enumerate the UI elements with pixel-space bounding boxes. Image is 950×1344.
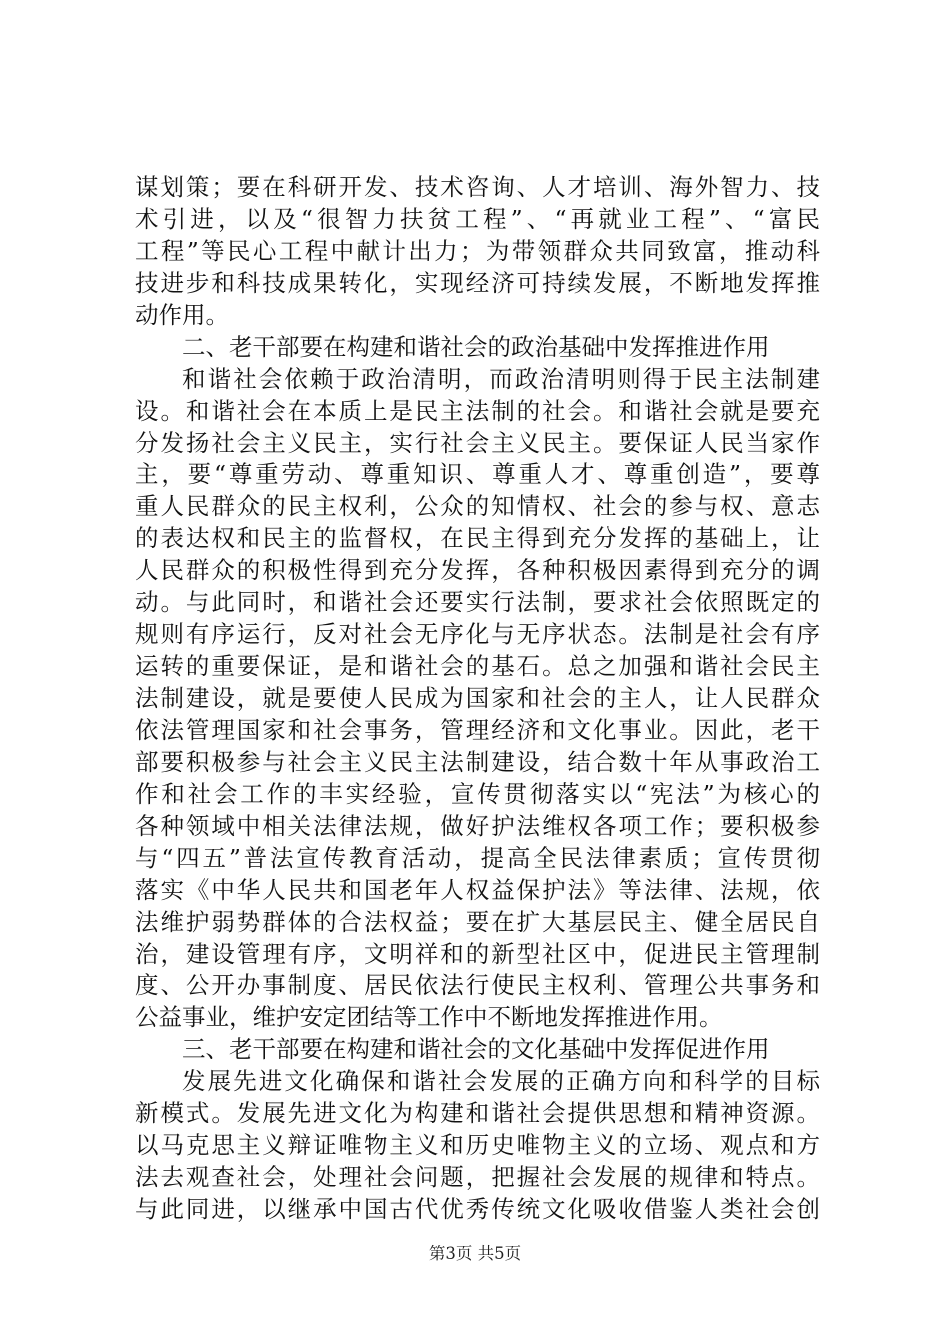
- text-line: 人民群众的积极性得到充分发挥，各种积极因素得到充分的调: [135, 556, 820, 585]
- text-line: 规则有序运行，反对社会无序化与无序状态。法制是社会有序: [135, 620, 820, 649]
- text-line: 以马克思主义辩证唯物主义和历史唯物主义的立场、观点和方: [135, 1131, 820, 1160]
- text-line: 二、老干部要在构建和谐社会的政治基础中发挥推进作用: [182, 332, 770, 361]
- text-line: 各种领域中相关法律法规，做好护法维权各项工作；要积极参: [135, 811, 820, 840]
- text-line: 术引进，以及“很智力扶贫工程”、“再就业工程”、“富民: [135, 204, 820, 233]
- text-line: 法维护弱势群体的合法权益；要在扩大基层民主、健全居民自: [135, 907, 820, 936]
- text-line: 谋划策；要在科研开发、技术咨询、人才培训、海外智力、技: [135, 173, 820, 201]
- text-line: 的表达权和民主的监督权，在民主得到充分发挥的基础上，让: [135, 524, 820, 553]
- page-footer: 第3页 共5页: [428, 1244, 522, 1263]
- text-line: 法去观查社会，处理社会问题，把握社会发展的规律和特点。: [135, 1163, 820, 1192]
- text-line: 作和社会工作的丰实经验，宣传贯彻落实以“宪法”为核心的: [135, 779, 820, 808]
- text-line: 公益事业，维护安定团结等工作中不断地发挥推进作用。: [135, 1003, 723, 1032]
- text-line: 工程”等民心工程中献计出力；为带领群众共同致富，推动科: [135, 236, 820, 265]
- body-text: [135, 172, 820, 1226]
- text-line: 重人民群众的民主权利，公众的知情权、社会的参与权、意志: [135, 492, 820, 521]
- text-line: 落实《中华人民共和国老年人权益保护法》等法律、法规，依: [135, 875, 820, 904]
- text-line: 度、公开办事制度、居民依法行使民主权利、管理公共事务和: [135, 971, 820, 1000]
- text-line: 与“四五”普法宣传教育活动，提高全民法律素质；宣传贯彻: [135, 843, 820, 872]
- text-line: 新模式。发展先进文化为构建和谐社会提供思想和精神资源。: [135, 1099, 820, 1128]
- text-line: 发展先进文化确保和谐社会发展的正确方向和科学的目标: [182, 1067, 820, 1096]
- text-line: 设。和谐社会在本质上是民主法制的社会。和谐社会就是要充: [135, 396, 820, 425]
- text-line: 动作用。: [135, 300, 229, 329]
- text-line: 动。与此同时，和谐社会还要实行法制，要求社会依照既定的: [135, 588, 820, 617]
- text-line: 运转的重要保证，是和谐社会的基石。总之加强和谐社会民主: [135, 652, 820, 681]
- text-line: 法制建设，就是要使人民成为国家和社会的主人，让人民群众: [135, 684, 820, 712]
- text-line: 三、老干部要在构建和谐社会的文化基础中发挥促进作用: [182, 1035, 770, 1064]
- text-line: 与此同进，以继承中国古代优秀传统文化吸收借鉴人类社会创: [135, 1195, 820, 1223]
- text-line: 分发扬社会主义民主，实行社会主义民主。要保证人民当家作: [135, 428, 820, 457]
- text-line: 依法管理国家和社会事务，管理经济和文化事业。因此，老干: [135, 715, 820, 744]
- text-line: 技进步和科技成果转化，实现经济可持续发展，不断地发挥推: [135, 268, 820, 297]
- text-line: 部要积极参与社会主义民主法制建设，结合数十年从事政治工: [135, 747, 820, 776]
- text-line: 治，建设管理有序，文明祥和的新型社区中，促进民主管理制: [135, 939, 820, 968]
- text-line: 主，要“尊重劳动、尊重知识、尊重人才、尊重创造”，要尊: [135, 460, 820, 489]
- text-line: 和谐社会依赖于政治清明，而政治清明则得于民主法制建: [182, 364, 820, 393]
